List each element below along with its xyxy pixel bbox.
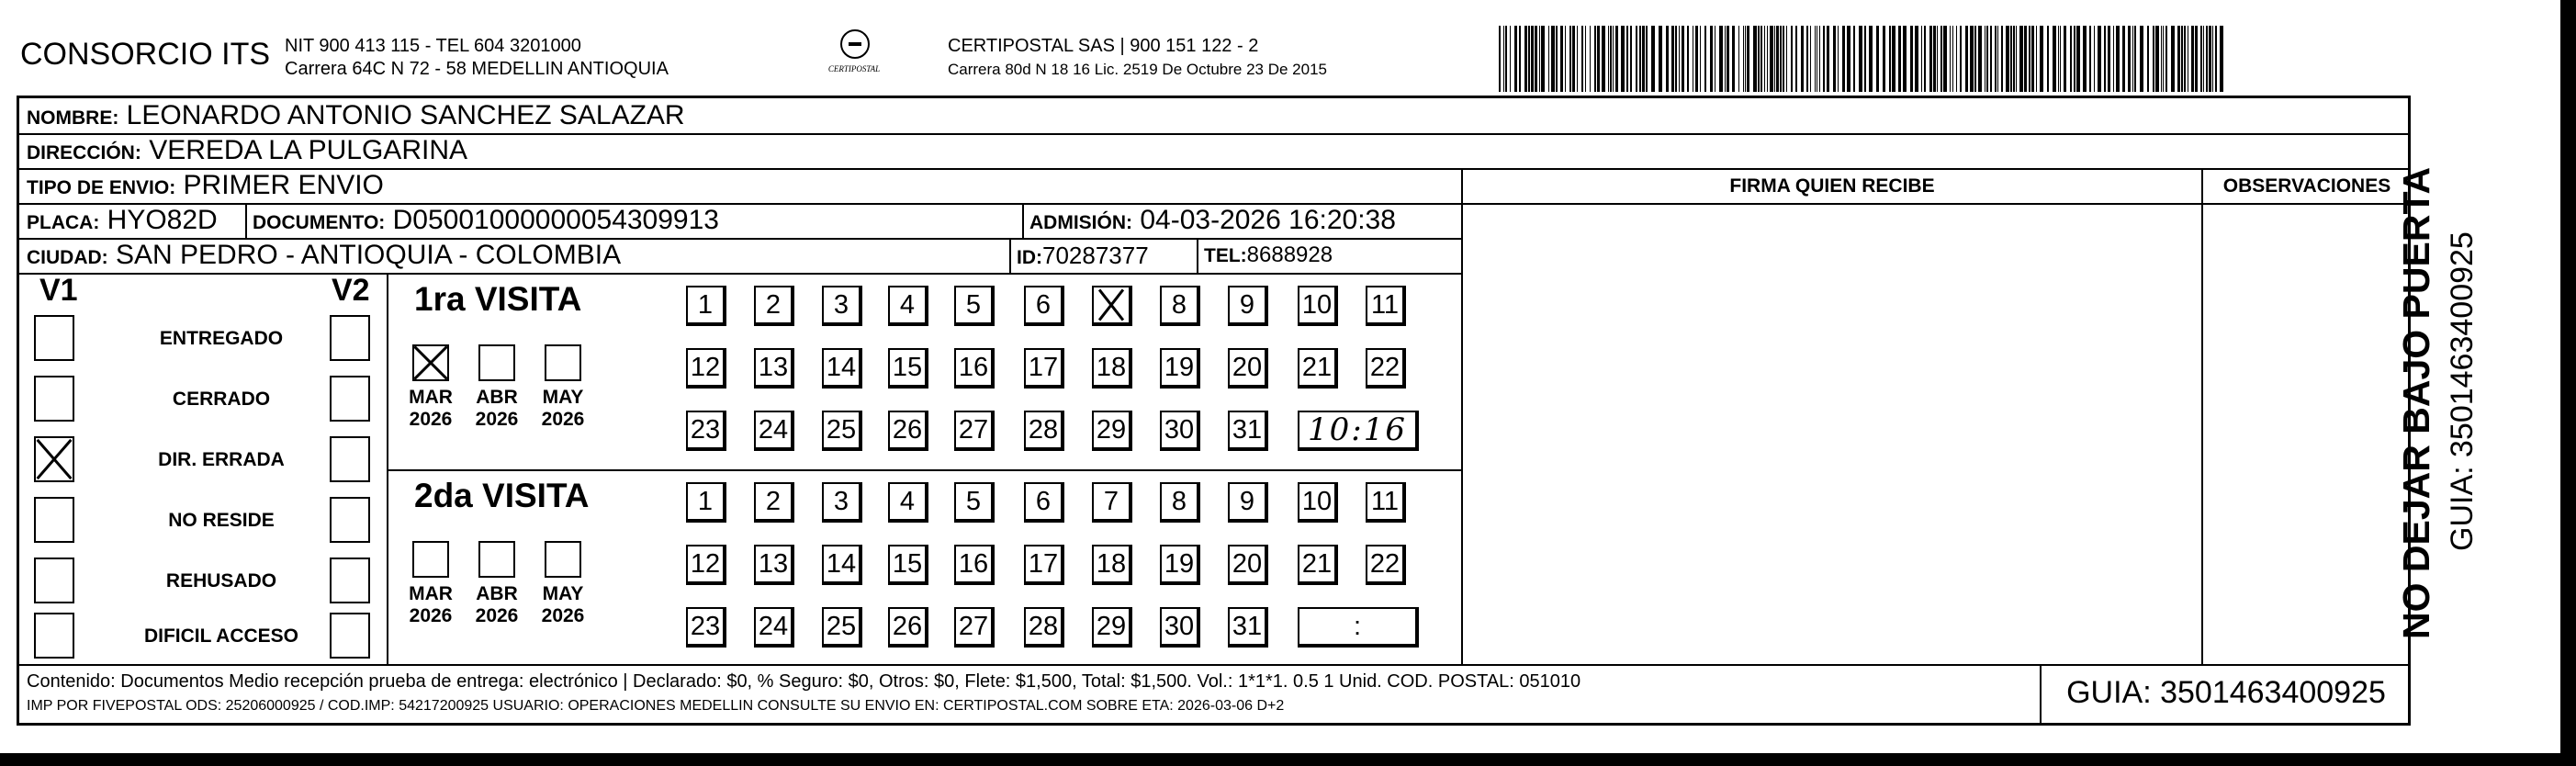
day-box[interactable]: 27 xyxy=(954,607,995,648)
day-box[interactable]: 9 xyxy=(1228,482,1268,523)
month-name: MAY xyxy=(542,387,584,408)
day-box[interactable]: 13 xyxy=(754,545,794,585)
day-box[interactable]: 16 xyxy=(954,348,995,389)
month-label xyxy=(467,583,526,627)
visit-title: 1ra VISITA xyxy=(414,280,582,318)
day-box[interactable]: 21 xyxy=(1298,545,1338,585)
day-box[interactable]: 12 xyxy=(686,348,726,389)
day-box[interactable]: 29 xyxy=(1092,607,1132,648)
day-box[interactable]: 29 xyxy=(1092,411,1132,451)
status-reason-label: DIFICIL ACCESO xyxy=(143,625,298,647)
cert-line-2: Carrera 80d N 18 16 Lic. 2519 De Octubre 23 De 2015 xyxy=(948,61,1327,78)
v1-checkbox[interactable] xyxy=(34,376,74,422)
status-reason-label: ENTREGADO xyxy=(159,328,284,349)
v2-checkbox[interactable] xyxy=(330,613,370,659)
day-box[interactable]: 30 xyxy=(1160,411,1200,451)
v2-checkbox[interactable] xyxy=(330,436,370,482)
month-checkbox[interactable] xyxy=(545,541,581,578)
day-box[interactable]: 3 xyxy=(822,482,862,523)
day-box[interactable]: 17 xyxy=(1024,545,1064,585)
address-line: Carrera 64C N 72 - 58 MEDELLIN ANTIOQUIA xyxy=(285,59,669,79)
v1-checkbox[interactable] xyxy=(34,315,74,361)
month-year: 2026 xyxy=(475,409,519,430)
day-box[interactable]: 25 xyxy=(822,411,862,451)
day-box[interactable]: 16 xyxy=(954,545,995,585)
tel-field: TEL:8688928 xyxy=(1204,242,1333,267)
id-value: 70287377 xyxy=(1042,242,1149,269)
day-box[interactable]: 10 xyxy=(1298,286,1338,326)
placa-field: PLACA: HYO82D xyxy=(27,205,218,235)
v1-checkbox[interactable] xyxy=(34,497,74,543)
day-box[interactable]: 23 xyxy=(686,411,726,451)
side-guia-number: GUIA: 3501463400925 xyxy=(2445,231,2480,551)
tipo-envio-row: TIPO DE ENVIO: PRIMER ENVIO xyxy=(27,170,384,200)
tipo-envio-value: PRIMER ENVIO xyxy=(183,170,384,200)
v2-header: V2 xyxy=(332,273,370,308)
month-checkbox[interactable] xyxy=(478,344,515,381)
month-year: 2026 xyxy=(475,605,519,626)
month-year: 2026 xyxy=(409,605,453,626)
day-box[interactable]: 12 xyxy=(686,545,726,585)
firma-header: FIRMA QUIEN RECIBE xyxy=(1729,175,1935,197)
day-box[interactable]: 22 xyxy=(1366,545,1406,585)
day-box[interactable]: 8 xyxy=(1160,286,1200,326)
day-box[interactable]: 2 xyxy=(754,286,794,326)
day-box[interactable]: 1 xyxy=(686,482,726,523)
day-box[interactable]: 26 xyxy=(888,411,928,451)
nombre-value: LEONARDO ANTONIO SANCHEZ SALAZAR xyxy=(126,100,685,130)
v1-header: V1 xyxy=(39,273,78,308)
day-box[interactable]: 21 xyxy=(1298,348,1338,389)
certipostal-logo: CERTIPOSTAL xyxy=(808,29,900,84)
day-box[interactable]: 20 xyxy=(1228,348,1268,389)
day-box[interactable]: 22 xyxy=(1366,348,1406,389)
day-box[interactable]: 27 xyxy=(954,411,995,451)
no-dejar-bajo-puerta: NO DEJAR BAJO PUERTA xyxy=(2395,166,2437,639)
v2-checkbox[interactable] xyxy=(330,497,370,543)
right-edge xyxy=(2560,0,2576,766)
day-box[interactable]: 15 xyxy=(888,348,928,389)
month-name: MAR xyxy=(409,387,453,408)
month-checkbox[interactable] xyxy=(412,541,449,578)
delivery-form xyxy=(17,96,2411,726)
day-box[interactable]: 4 xyxy=(888,482,928,523)
day-box[interactable]: 30 xyxy=(1160,607,1200,648)
day-box[interactable]: 6 xyxy=(1024,482,1064,523)
day-box[interactable]: 7 xyxy=(1092,482,1132,523)
day-box[interactable]: 24 xyxy=(754,607,794,648)
day-box[interactable]: 5 xyxy=(954,286,995,326)
day-box[interactable]: 28 xyxy=(1024,411,1064,451)
status-reason-label: CERRADO xyxy=(172,389,271,410)
day-box[interactable]: 26 xyxy=(888,607,928,648)
day-box[interactable]: 11 xyxy=(1366,286,1406,326)
company-name: CONSORCIO ITS xyxy=(20,37,271,72)
day-box[interactable]: 19 xyxy=(1160,348,1200,389)
admision-field: ADMISIÓN: 04-03-2026 16:20:38 xyxy=(1029,205,1396,235)
nit-line: NIT 900 413 115 - TEL 604 3201000 xyxy=(285,36,581,56)
status-reason-label: REHUSADO xyxy=(165,570,277,591)
month-label xyxy=(401,387,460,431)
month-name: MAR xyxy=(409,583,453,604)
month-checkbox[interactable] xyxy=(478,541,515,578)
visit-time[interactable]: : xyxy=(1298,607,1419,648)
month-name: ABR xyxy=(476,387,518,408)
day-box[interactable]: 11 xyxy=(1366,482,1406,523)
day-box[interactable]: 31 xyxy=(1228,411,1268,451)
month-name: ABR xyxy=(476,583,518,604)
v1-checkbox[interactable] xyxy=(34,613,74,659)
day-box[interactable]: 2 xyxy=(754,482,794,523)
day-box[interactable]: 17 xyxy=(1024,348,1064,389)
day-box[interactable]: 31 xyxy=(1228,607,1268,648)
v1-checkbox[interactable] xyxy=(34,436,74,482)
direccion-value: VEREDA LA PULGARINA xyxy=(149,135,467,165)
month-year: 2026 xyxy=(541,605,585,626)
day-box[interactable] xyxy=(1092,286,1132,326)
tel-value: 8688928 xyxy=(1246,242,1333,267)
visit-time[interactable]: 10:16 xyxy=(1298,411,1419,451)
day-box[interactable]: 25 xyxy=(822,607,862,648)
month-name: MAY xyxy=(542,583,584,604)
day-box[interactable]: 23 xyxy=(686,607,726,648)
day-box[interactable]: 14 xyxy=(822,545,862,585)
barcode xyxy=(1499,26,2224,92)
footer-line-2: IMP POR FIVEPOSTAL ODS: 25206000925 / COD.IMP: 54217200925 USUARIO: OPERACIONES MEDELLIN CONSULTE SU ENVIO EN: CERTIPOSTAL.COM SOBRE ETA: 2026-03-06 D+2 xyxy=(27,698,1285,714)
v2-checkbox[interactable] xyxy=(330,376,370,422)
month-year: 2026 xyxy=(409,409,453,430)
day-box[interactable]: 19 xyxy=(1160,545,1200,585)
direccion-row: DIRECCIÓN: VEREDA LA PULGARINA xyxy=(27,135,467,165)
day-box[interactable]: 13 xyxy=(754,348,794,389)
day-box[interactable]: 20 xyxy=(1228,545,1268,585)
day-box[interactable]: 15 xyxy=(888,545,928,585)
month-label xyxy=(534,583,592,627)
day-box[interactable]: 5 xyxy=(954,482,995,523)
guia-number: GUIA: 3501463400925 xyxy=(2066,675,2386,710)
company-contact xyxy=(285,35,669,81)
day-box[interactable]: 18 xyxy=(1092,545,1132,585)
day-box[interactable]: 3 xyxy=(822,286,862,326)
v2-checkbox[interactable] xyxy=(330,315,370,361)
id-field: ID:70287377 xyxy=(1017,242,1149,269)
day-box[interactable]: 8 xyxy=(1160,482,1200,523)
day-box[interactable]: 4 xyxy=(888,286,928,326)
footer-line-1: Contenido: Documentos Medio recepción prueba de entrega: electrónico | Declarado: $0, % Seguro: $0, Otros: $0, Flete: $1,500, Total: $1,500. Vol.: 1*1*1. 0.5 1 Unid. COD. POSTAL: 051010 xyxy=(27,671,1581,692)
day-box[interactable]: 24 xyxy=(754,411,794,451)
month-label xyxy=(401,583,460,627)
placa-value: HYO82D xyxy=(107,205,218,235)
documento-value: D05001000000054309913 xyxy=(392,205,719,235)
status-reason-label: NO RESIDE xyxy=(168,510,275,531)
status-reason-label: DIR. ERRADA xyxy=(158,449,285,470)
cert-line-1: CERTIPOSTAL SAS | 900 151 122 - 2 xyxy=(948,36,1259,56)
ciudad-value: SAN PEDRO - ANTIOQUIA - COLOMBIA xyxy=(116,240,622,270)
v1-checkbox[interactable] xyxy=(34,558,74,603)
visit-title: 2da VISITA xyxy=(414,477,590,514)
day-box[interactable]: 1 xyxy=(686,286,726,326)
observaciones-header: OBSERVACIONES xyxy=(2222,175,2391,197)
day-box[interactable]: 28 xyxy=(1024,607,1064,648)
documento-field: DOCUMENTO: D05001000000054309913 xyxy=(253,205,719,235)
day-box[interactable]: 14 xyxy=(822,348,862,389)
day-box[interactable]: 10 xyxy=(1298,482,1338,523)
day-box[interactable]: 18 xyxy=(1092,348,1132,389)
bottom-edge xyxy=(0,753,2576,766)
certipostal-info xyxy=(948,35,1327,81)
day-box[interactable]: 9 xyxy=(1228,286,1268,326)
v2-checkbox[interactable] xyxy=(330,558,370,603)
month-year: 2026 xyxy=(541,409,585,430)
day-box[interactable]: 6 xyxy=(1024,286,1064,326)
admision-value: 04-03-2026 16:20:38 xyxy=(1140,205,1396,235)
month-label xyxy=(534,387,592,431)
ciudad-field: CIUDAD: SAN PEDRO - ANTIOQUIA - COLOMBIA xyxy=(27,240,622,270)
month-label xyxy=(467,387,526,431)
month-checkbox[interactable] xyxy=(545,344,581,381)
month-checkbox[interactable] xyxy=(412,344,449,381)
footer-text xyxy=(27,671,1580,715)
nombre-row: NOMBRE: LEONARDO ANTONIO SANCHEZ SALAZAR xyxy=(27,100,685,130)
